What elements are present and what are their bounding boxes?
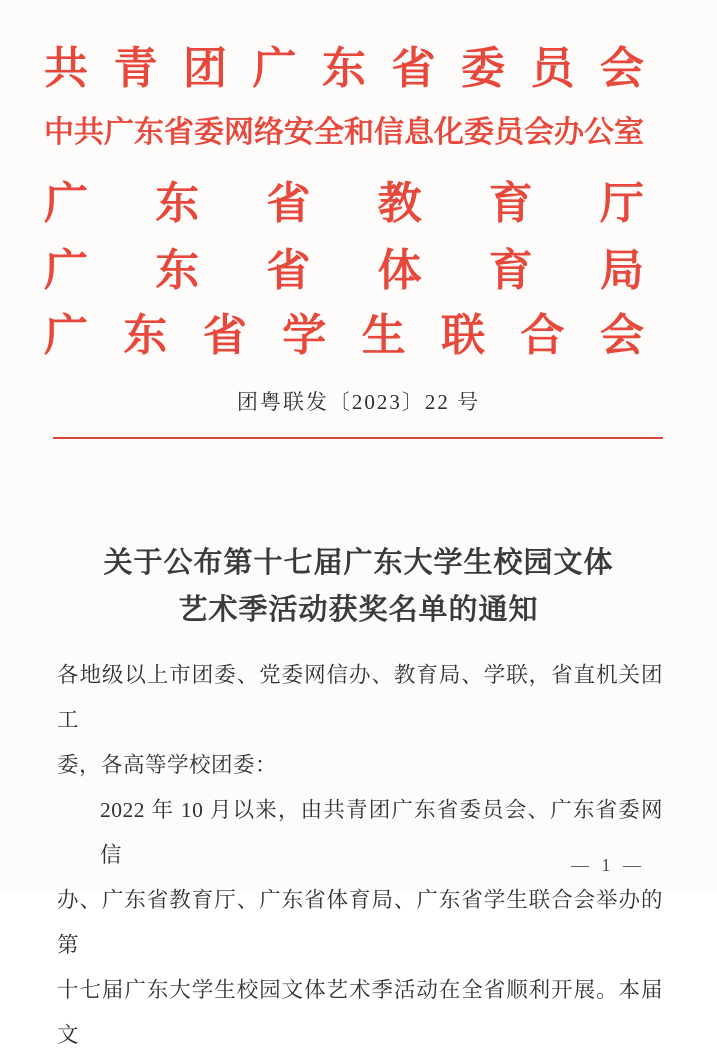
body-line: 十七届广东大学生校园文体艺术季活动在全省顺利开展。本届文	[57, 978, 663, 1047]
body-line: 办、广东省教育厅、广东省体育局、广东省学生联合会举办的第	[57, 888, 663, 957]
letterhead-org-2: 中 共 广 东 省 委 网 络 安 全 和 信 息 化 委 员 会 办 公 室	[44, 115, 644, 149]
document-title-line-1: 关于公布第十七届广东大学生校园文体	[103, 547, 614, 579]
body-line: 委，各高等学校团委：	[57, 753, 278, 777]
document-title	[0, 540, 717, 634]
body-line: 各地级以上市团委、党委网信办、教育局、学联，省直机关团工	[57, 663, 663, 732]
letterhead	[44, 45, 644, 360]
letterhead-org-3: 广 东 省 教 育 厅	[44, 179, 644, 228]
letterhead-org-1: 共 青 团 广 东 省 委 员 会	[44, 44, 644, 93]
body-line: 2022 年 10 月以来，由共青团广东省委员会、广东省委网信	[100, 798, 663, 867]
red-divider-line	[53, 437, 663, 439]
letterhead-org-4: 广 东 省 体 育 局	[44, 246, 644, 295]
document-number: 团粤联发〔2023〕22 号	[236, 390, 481, 414]
page-number: — 1 —	[571, 855, 645, 875]
letterhead-org-5: 广 东 省 学 生 联 合 会	[44, 311, 644, 360]
document-title-line-2: 艺术季活动获奖名单的通知	[178, 594, 539, 626]
